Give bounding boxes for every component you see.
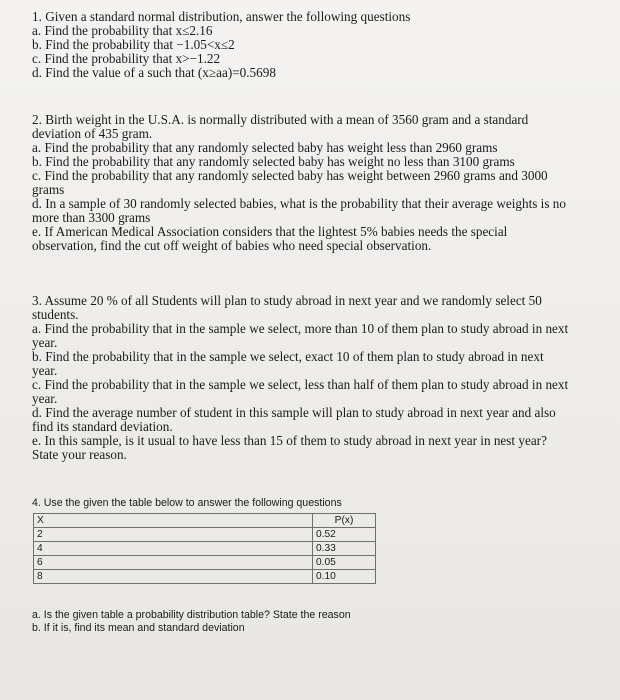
table-header-row (34, 514, 376, 528)
question-3d-line-2: find its standard deviation. (32, 419, 173, 434)
question-2c-line-1: c. Find the probability that any randomly selected baby has weight between 2960 grams and 3000 (32, 168, 548, 183)
question-3b-line-2: year. (32, 363, 58, 378)
question-1b: b. Find the probability that −1.05<x≤2 (32, 37, 235, 52)
question-4-title-block (32, 497, 612, 510)
table-row (34, 528, 376, 542)
question-3-intro-line-2: students. (32, 307, 79, 322)
table-cell-px: 0.33 (313, 542, 376, 556)
question-1-title: 1. Given a standard normal distribution, answer the following questions (32, 9, 411, 24)
table-cell-x: 2 (34, 528, 313, 542)
question-2c-line-2: grams (32, 182, 65, 197)
question-2-intro-line-2: deviation of 435 gram. (32, 126, 153, 141)
question-3-intro-line-1: 3. Assume 20 % of all Students will plan to study abroad in next year and we randomly select 50 (32, 293, 542, 308)
question-4b: b. If it is, find its mean and standard deviation (32, 622, 245, 634)
question-2d-line-2: more than 3300 grams (32, 210, 151, 225)
question-2d-line-1: d. In a sample of 30 randomly selected babies, what is the probability that their average weights is no (32, 196, 566, 211)
question-3e-line-1: e. In this sample, is it usual to have less than 15 of them to study abroad in next year in nest year? (32, 433, 547, 448)
question-2e-line-1: e. If American Medical Association considers that the lightest 5% babies needs the special (32, 224, 508, 239)
question-2b: b. Find the probability that any randomly selected baby has weight no less than 3100 grams (32, 154, 515, 169)
question-2-intro-line-1: 2. Birth weight in the U.S.A. is normally distributed with a mean of 3560 gram and a standard (32, 112, 529, 127)
table-row (34, 556, 376, 570)
question-3a-line-2: year. (32, 335, 58, 350)
question-1d: d. Find the value of a such that (x≥aa)=0.5698 (32, 65, 276, 80)
question-3b-line-1: b. Find the probability that in the sample we select, exact 10 of them plan to study abroad in next (32, 349, 544, 364)
question-1 (32, 10, 612, 80)
table-cell-px: 0.52 (313, 528, 376, 542)
table-header-px: P(x) (313, 514, 376, 528)
table-row (34, 570, 376, 584)
question-4a: a. Is the given table a probability distribution table? State the reason (32, 609, 351, 621)
question-3c-line-2: year. (32, 391, 58, 406)
question-2e-line-2: observation, find the cut off weight of babies who need special observation. (32, 238, 432, 253)
question-1c: c. Find the probability that x>−1.22 (32, 51, 221, 66)
question-3a-line-1: a. Find the probability that in the sample we select, more than 10 of them plan to study abroad in next (32, 321, 569, 336)
question-3c-line-1: c. Find the probability that in the sample we select, less than half of them plan to study abroad in next (32, 377, 569, 392)
table-cell-px: 0.05 (313, 556, 376, 570)
question-4-title: 4. Use the given the table below to answer the following questions (32, 497, 342, 509)
table-cell-x: 6 (34, 556, 313, 570)
question-2a: a. Find the probability that any randomly selected baby has weight less than 2960 grams (32, 140, 498, 155)
table-header-x: X (34, 514, 313, 528)
table-cell-x: 4 (34, 542, 313, 556)
question-1a: a. Find the probability that x≤2.16 (32, 23, 213, 38)
question-3 (32, 294, 612, 462)
question-3d-line-1: d. Find the average number of student in this sample will plan to study abroad in next year and also (32, 405, 556, 420)
question-4-parts (32, 609, 612, 635)
table-cell-x: 8 (34, 570, 313, 584)
question-2 (32, 113, 612, 253)
table-row (34, 542, 376, 556)
probability-table (33, 513, 376, 584)
question-3e-line-2: State your reason. (32, 447, 127, 462)
table-cell-px: 0.10 (313, 570, 376, 584)
